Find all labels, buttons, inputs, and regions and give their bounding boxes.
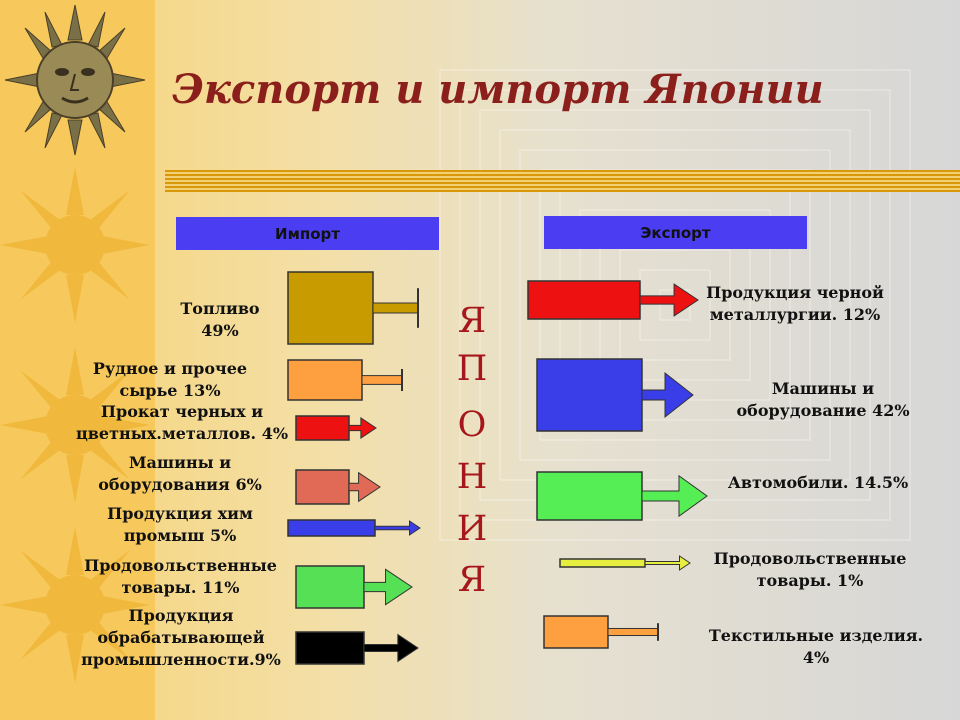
japan-letter: И [456,509,488,549]
import-arrow-6 [296,632,418,664]
export-arrow-0 [528,281,698,319]
export-label-machines: Машины и оборудование 42% [736,379,910,420]
import-label-fuel: Топливо 49% [180,299,260,340]
japan-letter: Я [457,301,487,341]
import-label-chemicals: Продукция хим промыш 5% [107,504,253,545]
import-arrow-1 [288,360,402,400]
export-header: Экспорт [544,216,807,249]
page-title: Экспорт и импорт Японии [172,66,824,113]
import-arrow-0 [288,272,418,344]
import-arrow-3 [296,470,380,504]
export-arrow-2 [537,472,707,520]
export-arrow-3 [560,556,690,570]
import-arrow-2 [296,416,376,440]
import-label-food: Продовольственные товары. 11% [84,556,277,597]
export-label-food: Продовольственные товары. 1% [713,549,907,590]
export-label-textiles: Текстильные изделия. 4% [708,626,924,667]
japan-letter: П [456,349,488,389]
japan-letter: Н [456,457,488,497]
export-label-cars: Автомобили. 14.5% [727,473,909,492]
export-label-metallurgy: Продукция черной металлургии. 12% [706,283,884,324]
import-label-manufacturing: Продукция обрабатывающей промышленности.9% [81,606,281,669]
import-arrow-5 [296,566,412,608]
import-arrow-4 [288,520,420,536]
export-arrow-1 [537,359,693,431]
export-arrow-4 [544,616,658,648]
import-header: Импорт [176,217,439,250]
import-label-machines: Машины и оборудования 6% [98,453,262,494]
import-label-metals: Прокат черных и цветных.металлов. 4% [75,402,289,443]
japan-letter: Я [457,560,487,600]
import-label-ore: Рудное и прочее сырье 13% [92,359,248,400]
japan-letter: О [457,405,487,445]
